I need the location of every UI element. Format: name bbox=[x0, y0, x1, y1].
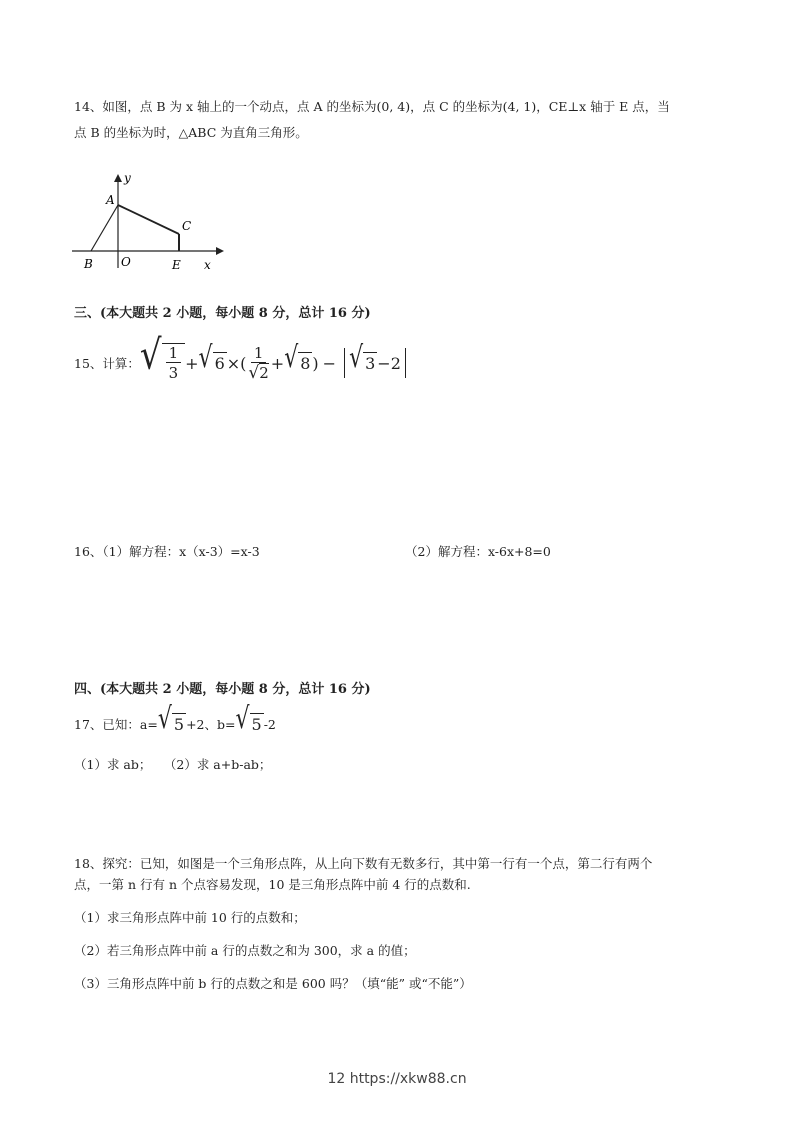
q14-coordinate-figure bbox=[66, 168, 226, 278]
sqrt-eight: √ 8 bbox=[284, 341, 311, 376]
segment-BA bbox=[91, 205, 118, 251]
q17-parts: （1）求 ab； （2）求 a+b-ab； bbox=[74, 757, 272, 772]
label-E: E bbox=[172, 258, 181, 272]
q15-label: 15、计算： bbox=[74, 356, 140, 371]
q16-part1: 16、（1）解方程：x（x-3）=x-3 bbox=[74, 544, 260, 559]
one-over-sqrt-two: $\frac{1}{√2}$ bbox=[248, 343, 269, 383]
q17-given: 17、已知：a= √ 5 +2、b= √ 5 -2 bbox=[74, 702, 276, 737]
label-A: A bbox=[106, 193, 115, 207]
sqrt-six: √ 6 bbox=[198, 341, 225, 376]
q18-sub3: （3）三角形点阵中前 b 行的点数之和是 600 吗？（填“能” 或“不能”） bbox=[74, 976, 472, 991]
section-3-title: 三、(本大题共 2 小题，每小题 8 分，总计 16 分) bbox=[74, 306, 371, 321]
label-x: x bbox=[204, 258, 211, 272]
label-y: y bbox=[124, 171, 131, 185]
page-footer: 12 https://xkw88.cn bbox=[327, 1071, 467, 1087]
sqrt-one-third: √ $\frac{1}{3}$ bbox=[140, 343, 185, 383]
segment-AC bbox=[118, 205, 179, 234]
q15 bbox=[74, 333, 410, 393]
q18-sub2: （2）若三角形点阵中前 a 行的点数之和为 300，求 a 的值； bbox=[74, 943, 416, 958]
sqrt-three: √ 3 bbox=[349, 341, 376, 376]
label-B: B bbox=[84, 257, 93, 271]
q18-sub1: （1）求三角形点阵中前 10 行的点数和； bbox=[74, 910, 306, 925]
q14-line2: 点 B 的坐标为时，△ABC 为直角三角形。 bbox=[74, 125, 308, 140]
abs-left-bar bbox=[344, 348, 345, 378]
q15-expression: √ $\frac{1}{3}$ + √ 6 × ( $\frac{1}{√2}$ + √ 8 ) − √ 3 −2 bbox=[140, 343, 410, 383]
q16-part2: （2）解方程：x-6x+8=0 bbox=[405, 544, 551, 559]
q18-line2: 点，一第 n 行有 n 个点容易发现，10 是三角形点阵中前 4 行的点数和. bbox=[74, 877, 471, 892]
x-axis-arrow bbox=[216, 247, 224, 255]
sqrt-five-a: √ 5 bbox=[157, 702, 185, 737]
q18-line1: 18、探究：已知，如图是一个三角形点阵，从上向下数有无数多行，其中第一行有一个点，第二行有两个 bbox=[74, 856, 653, 871]
sqrt-five-b: √ 5 bbox=[235, 702, 262, 737]
label-C: C bbox=[182, 219, 192, 233]
section-4-title: 四、(本大题共 2 小题，每小题 8 分，总计 16 分) bbox=[74, 682, 371, 697]
abs-right-bar bbox=[405, 348, 406, 378]
y-axis-arrow bbox=[114, 174, 122, 182]
q14-line1: 14、如图，点 B 为 x 轴上的一个动点，点 A 的坐标为(0, 4)，点 C 的坐标为(4, 1)，CE⊥x 轴于 E 点，当 bbox=[74, 99, 670, 114]
label-O: O bbox=[121, 255, 131, 269]
